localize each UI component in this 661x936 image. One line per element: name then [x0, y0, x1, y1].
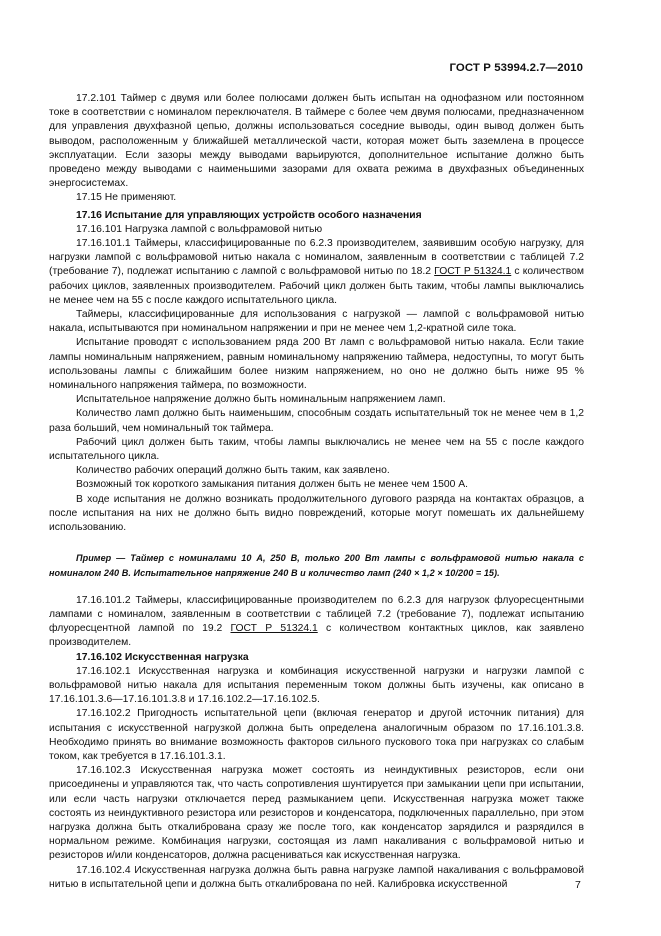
example-note: Пример — Таймер с номиналами 10 А, 250 В, только 200 Вт лампы с вольфрамовой нитью накала с номиналом 240 В. Испытательное напряжение 240 В и количество ламп (240 × 1,2 × 10/200 = 15). [49, 553, 584, 578]
document-body [49, 92, 584, 892]
section-heading-17-16-102: 17.16.102 Искусственная нагрузка [76, 651, 249, 663]
paragraph-17-16-102-3: 17.16.102.3 Искусственная нагрузка может состоять из неиндуктивных резисторов, если они присоединены и управляются так, что часть сопротивления шунтируется при замыкании цепи при испытании, или если часть нагрузки отключается перед размыканием цепи. Искусственная нагрузка может также состоять из неиндуктивного резистора или резисторов и конденсатора, подключенных параллельно, при этом нагрузка должна быть откалибрована сразу же после того, как конденсатор зарядился и разрядился в нормальном режиме. Комбинация нагрузки, состоящая из ламп накаливания с вольфрамовой нитью и резисторов и/или конденсаторов, должна расцениваться как искусственная нагрузка. [49, 765, 584, 862]
standard-reference-link[interactable]: ГОСТ Р 51324.1 [434, 266, 512, 278]
section-heading-17-16: 17.16 Испытание для управляющих устройств особого назначения [76, 209, 422, 221]
paragraph-17-15: 17.15 Не применяют. [76, 192, 177, 204]
paragraph-17-16-101-2: 17.16.101.2 Таймеры, классифицированные производителем по 6.2.3 для нагрузок флуоресцентными лампами с номиналом, заявленным в соответствии с таблицей 7.2 (требование 7), подлежат испытанию флуоресцентной лампой по 19.2 ГОСТ Р 51324.1 с количеством контактных циклов, как заявлено производителем. [49, 594, 584, 649]
paragraph-work-cycle: Рабочий цикл должен быть таким, чтобы лампы выключались не менее чем на 55 с после каждого испытательного цикла. [49, 436, 584, 463]
paragraph-lamp-timers: Таймеры, классифицированные для использования с нагрузкой — лампой с вольфрамовой нитью накала, испытываются при номинальном напряжении и при не менее чем 1,2-кратной силе тока. [49, 309, 584, 335]
paragraph-17-16-101-1: 17.16.101.1 Таймеры, классифицированные по 6.2.3 производителем, заявившим особую нагрузку, для нагрузки лампой с вольфрамовой нитью накала с номиналом, заявленным в соответствии с таблицей 7.2 (требование 7), подлежат испытанию с лампой с вольфрамовой нитью по 18.2 ГОСТ Р 51324.1 с количеством рабочих циклов, заявленных производителем. Рабочий цикл должен быть таким, чтобы лампы выключались не менее чем на 55 с после каждого испытательного цикла. [49, 238, 584, 306]
paragraph-operations-count: Количество рабочих операций должно быть таким, как заявлено. [76, 465, 390, 477]
paragraph-17-16-102-2: 17.16.102.2 Пригодность испытательной цепи (включая генератор и другой источник питания) для испытания с искусственной нагрузкой должна быть определена аналогичным образом по 17.16.101.3.8. Необходимо принять во внимание возможность факторов сильного пускового тока при нагрузках со слабым током, как требуется в 17.16.101.3.1. [49, 708, 584, 762]
paragraph-200w-lamps: Испытание проводят с использованием ряда 200 Вт ламп с вольфрамовой нитью накала. Если такие лампы номинальным напряжением, равным номинальному напряжению таймера, недоступны, то могут быть использованы лампы с ближайшим более низким напряжением, но оно не должно быть ниже 95 % номинального напряжения таймера, по возможности. [49, 337, 584, 392]
page-number: 7 [575, 879, 581, 891]
paragraph-17-16-102-1: 17.16.102.1 Искусственная нагрузка и комбинация искусственной нагрузки и нагрузки лампой с вольфрамовой нитью накала для испытания переменным током должны быть изучены, как описано в 17.16.101.3.6—17.16.101.3.8 и 17.16.102.2—17.16.102.5. [49, 665, 584, 706]
paragraph-17-16-101: 17.16.101 Нагрузка лампой с вольфрамовой нитью [76, 223, 323, 235]
document-code-header: ГОСТ Р 53994.2.7—2010 [449, 62, 583, 74]
paragraph-17-2-101: 17.2.101 Таймер с двумя или более полюсами должен быть испытан на однофазном или постоянном токе в соответствии с номиналом переключателя. В таймере с более чем двумя полюсами, предназначенном для управления двухфазной цепью, должны использоваться соседние выводы, один вывод должен быть выводом, расположенным у ближайшей металлической части, которая может быть заземлена в процессе эксплуатации. Если зазоры между выводами варьируются, дополнительное испытание должно быть проведено между выводами с наименьшими зазорами для охвата режима в двухфазных объединенных энергосистемах. [49, 93, 584, 190]
paragraph-arc-discharge: В ходе испытания не должно возникать продолжительного дугового разряда на контактах образцов, а после испытания на них не должно быть видно повреждений, которые могут помешать их дальнейшему использованию. [49, 493, 584, 534]
standard-reference-link[interactable]: ГОСТ Р 51324.1 [230, 623, 318, 635]
paragraph-test-voltage: Испытательное напряжение должно быть номинальным напряжением ламп. [76, 394, 446, 406]
paragraph-short-circuit: Возможный ток короткого замыкания питания должен быть не менее чем 1500 А. [76, 479, 469, 491]
paragraph-17-16-102-4: 17.16.102.4 Искусственная нагрузка должна быть равна нагрузке лампой накаливания с вольфрамовой нитью в испытательной цепи и должна быть откалиброванa по ней. Калибровка искусственной [49, 864, 584, 890]
paragraph-lamp-count: Количество ламп должно быть наименьшим, способным создать испытательный ток не менее чем в 1,2 раза больший, чем номинальный ток таймера. [49, 408, 584, 434]
